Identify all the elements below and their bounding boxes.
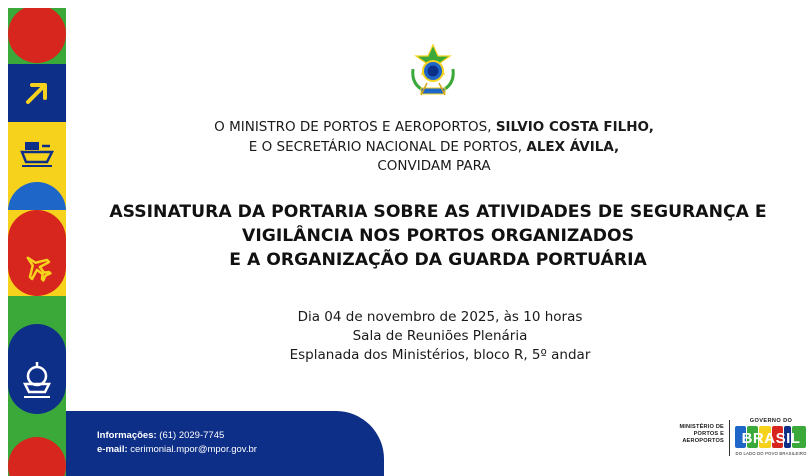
intro-line2-prefix: E O SECRETÁRIO NACIONAL DE PORTOS, xyxy=(248,138,527,155)
event-address: Esplanada dos Ministérios, bloco R, 5º andar xyxy=(289,347,591,363)
event-room: Sala de Reuniões Plenária xyxy=(352,328,528,344)
invitation-intro xyxy=(140,118,728,177)
ministerio-line-3: AEROPORTOS xyxy=(682,438,724,444)
event-details xyxy=(240,308,640,365)
intro-line-2 xyxy=(140,138,728,158)
strip-block-green xyxy=(8,296,66,324)
event-title xyxy=(90,200,786,272)
email-address[interactable]: cerimonial.mpor@mpor.gov.br xyxy=(130,444,257,455)
gov-logo-top: GOVERNO DO xyxy=(749,418,793,424)
ministerio-line-1: MINISTÉRIO DE xyxy=(679,424,724,430)
ministerio-logo xyxy=(666,424,724,445)
ministerio-line-2: PORTOS E xyxy=(693,431,724,437)
secretary-name: ALEX ÁVILA, xyxy=(526,138,620,155)
coat-of-arms-icon xyxy=(407,43,459,99)
title-line-2: VIGILÂNCIA NOS PORTOS ORGANIZADOS xyxy=(242,226,634,246)
strip-block-blue-half xyxy=(8,182,66,210)
title-line-3: E A ORGANIZAÇÃO DA GUARDA PORTUÁRIA xyxy=(229,250,647,270)
strip-block-arrow xyxy=(8,64,66,122)
minister-name: SILVIO COSTA FILHO, xyxy=(495,119,654,135)
phone-label: Informações: xyxy=(97,430,157,441)
intro-line-1 xyxy=(140,118,728,138)
gov-brasil-word: BRASIL xyxy=(741,430,801,447)
title-line-1: ASSINATURA DA PORTARIA SOBRE AS ATIVIDADES DE SEGURANÇA E xyxy=(109,202,767,222)
strip-block-red-circle xyxy=(8,8,66,64)
strip-block-ship xyxy=(8,122,66,182)
intro-line-3: CONVIDAM PARA xyxy=(377,158,491,174)
event-date: Dia 04 de novembro de 2025, às 10 horas xyxy=(297,309,583,325)
contact-box xyxy=(66,411,384,476)
intro-line1-prefix: O MINISTRO DE PORTOS E AEROPORTOS, xyxy=(214,119,496,135)
strip-block-buoy xyxy=(8,324,66,414)
decorative-strip xyxy=(8,8,66,476)
arrow-up-right-icon xyxy=(8,64,66,122)
strip-block-bottom xyxy=(8,414,66,476)
email-label: e-mail: xyxy=(97,444,128,455)
gov-logo-slogan: DO LADO DO POVO BRASILEIRO xyxy=(735,451,807,456)
buoy-icon xyxy=(8,324,66,414)
gov-brasil-logo xyxy=(734,424,808,450)
strip-block-airplane xyxy=(8,210,66,296)
contact-phone-line xyxy=(97,430,224,441)
airplane-icon xyxy=(8,210,66,296)
phone-number: (61) 2029-7745 xyxy=(159,430,225,441)
logo-divider xyxy=(729,420,730,456)
contact-email-line xyxy=(97,444,257,455)
ship-icon xyxy=(8,122,66,182)
